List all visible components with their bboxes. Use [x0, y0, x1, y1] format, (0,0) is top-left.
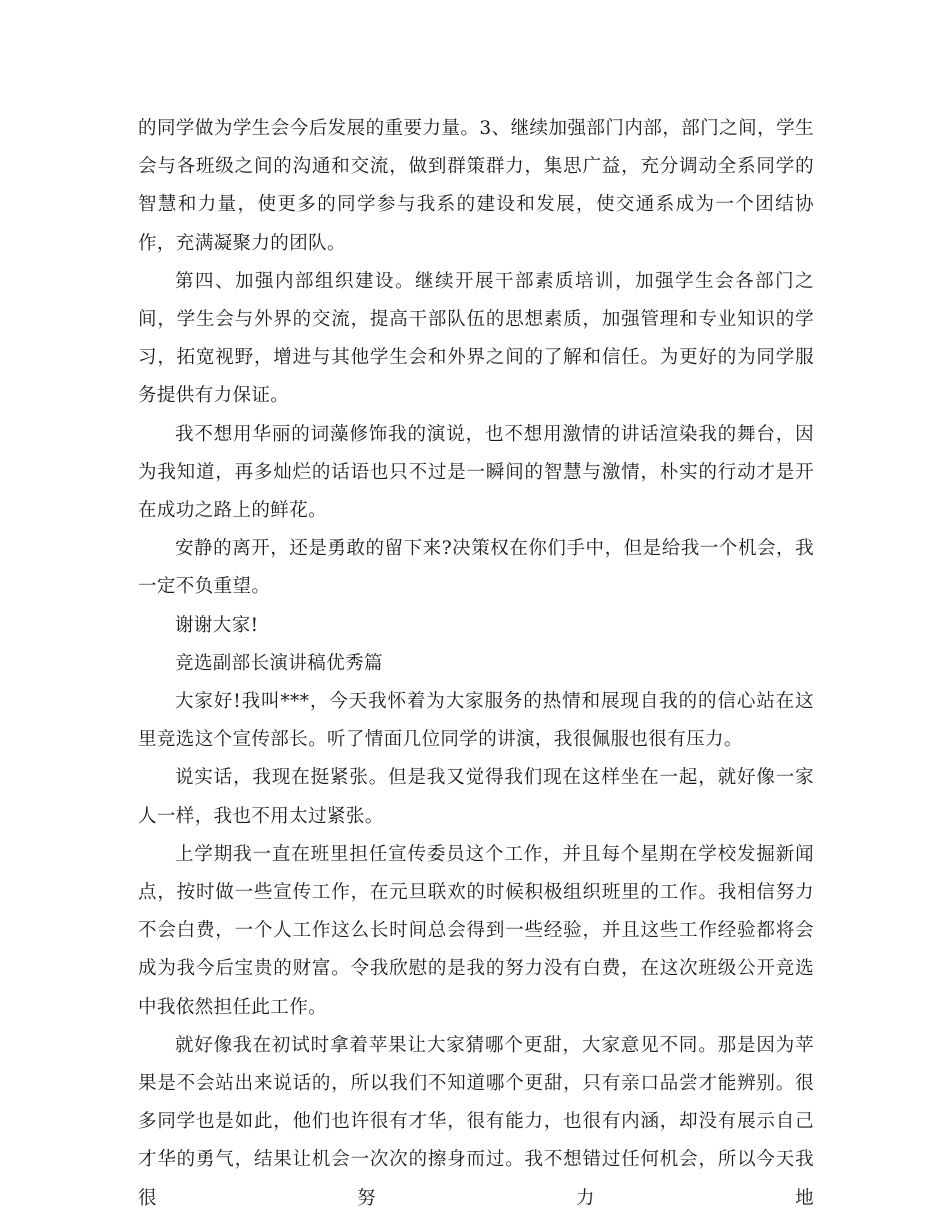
- paragraph-8: 说实话，我现在挺紧张。但是我又觉得我们现在这样坐在一起，就好像一家人一样，我也不用太过紧张。: [138, 767, 814, 827]
- paragraph-5: 谢谢大家!: [175, 614, 259, 636]
- paragraph-2: 第四、加强内部组织建设。继续开展干部素质培训，加强学生会各部门之间，学生会与外界的交流，提高干部队伍的思想素质，加强管理和专业知识的学习，拓宽视野，增进与其他学生会和外界之间的了解和信任。为更好的为同学服务提供有力保证。: [138, 270, 814, 407]
- paragraph-9: 上学期我一直在班里担任宣传委员这个工作，并且每个星期在学校发掘新闻点，按时做一些宣传工作，在元旦联欢的时候积极组织班里的工作。我相信努力不会白费，一个人工作这么长时间总会得到一些经验，并且这些工作经验都将会成为我今后宝贵的财富。令我欣慰的是我的努力没有白费，在这次班级公开竞选中我依然担任此工作。: [138, 843, 814, 1018]
- paragraph-1: 的同学做为学生会今后发展的重要力量。3、继续加强部门内部，部门之间，学生会与各班级之间的沟通和交流，做到群策群力，集思广益，充分调动全系同学的智慧和力量，使更多的同学参与我系的建设和发展，使交通系成为一个团结协作，充满凝聚力的团队。: [138, 118, 814, 254]
- paragraph-3: 我不想用华丽的词藻修饰我的演说，也不想用激情的讲话渲染我的舞台，因为我知道，再多灿烂的话语也只不过是一瞬间的智慧与激情，朴实的行动才是开在成功之路上的鲜花。: [138, 423, 814, 522]
- paragraph-4: 安静的离开，还是勇敢的留下来?决策权在你们手中，但是给我一个机会，我一定不负重望。: [138, 538, 814, 598]
- paragraph-7: 大家好!我叫***，今天我怀着为大家服务的热情和展现自我的的信心站在这里竞选这个宣传部长。听了情面几位同学的讲演，我很佩服也很有压力。: [138, 691, 814, 751]
- paragraph-10: 就好像我在初试时拿着苹果让大家猜哪个更甜，大家意见不同。那是因为苹果是不会站出来说话的，所以我们不知道哪个更甜，只有亲口品尝才能辨别。很多同学也是如此，他们也许很有才华，很有能力，也很有内涵，却没有展示自己才华的勇气，结果让机会一次次的擦身而过。我不想错过任何机会，所以今天我很努力地: [138, 1034, 814, 1209]
- section-heading: 竞选副部长演讲稿优秀篇: [175, 652, 383, 674]
- document-body: [138, 110, 814, 1218]
